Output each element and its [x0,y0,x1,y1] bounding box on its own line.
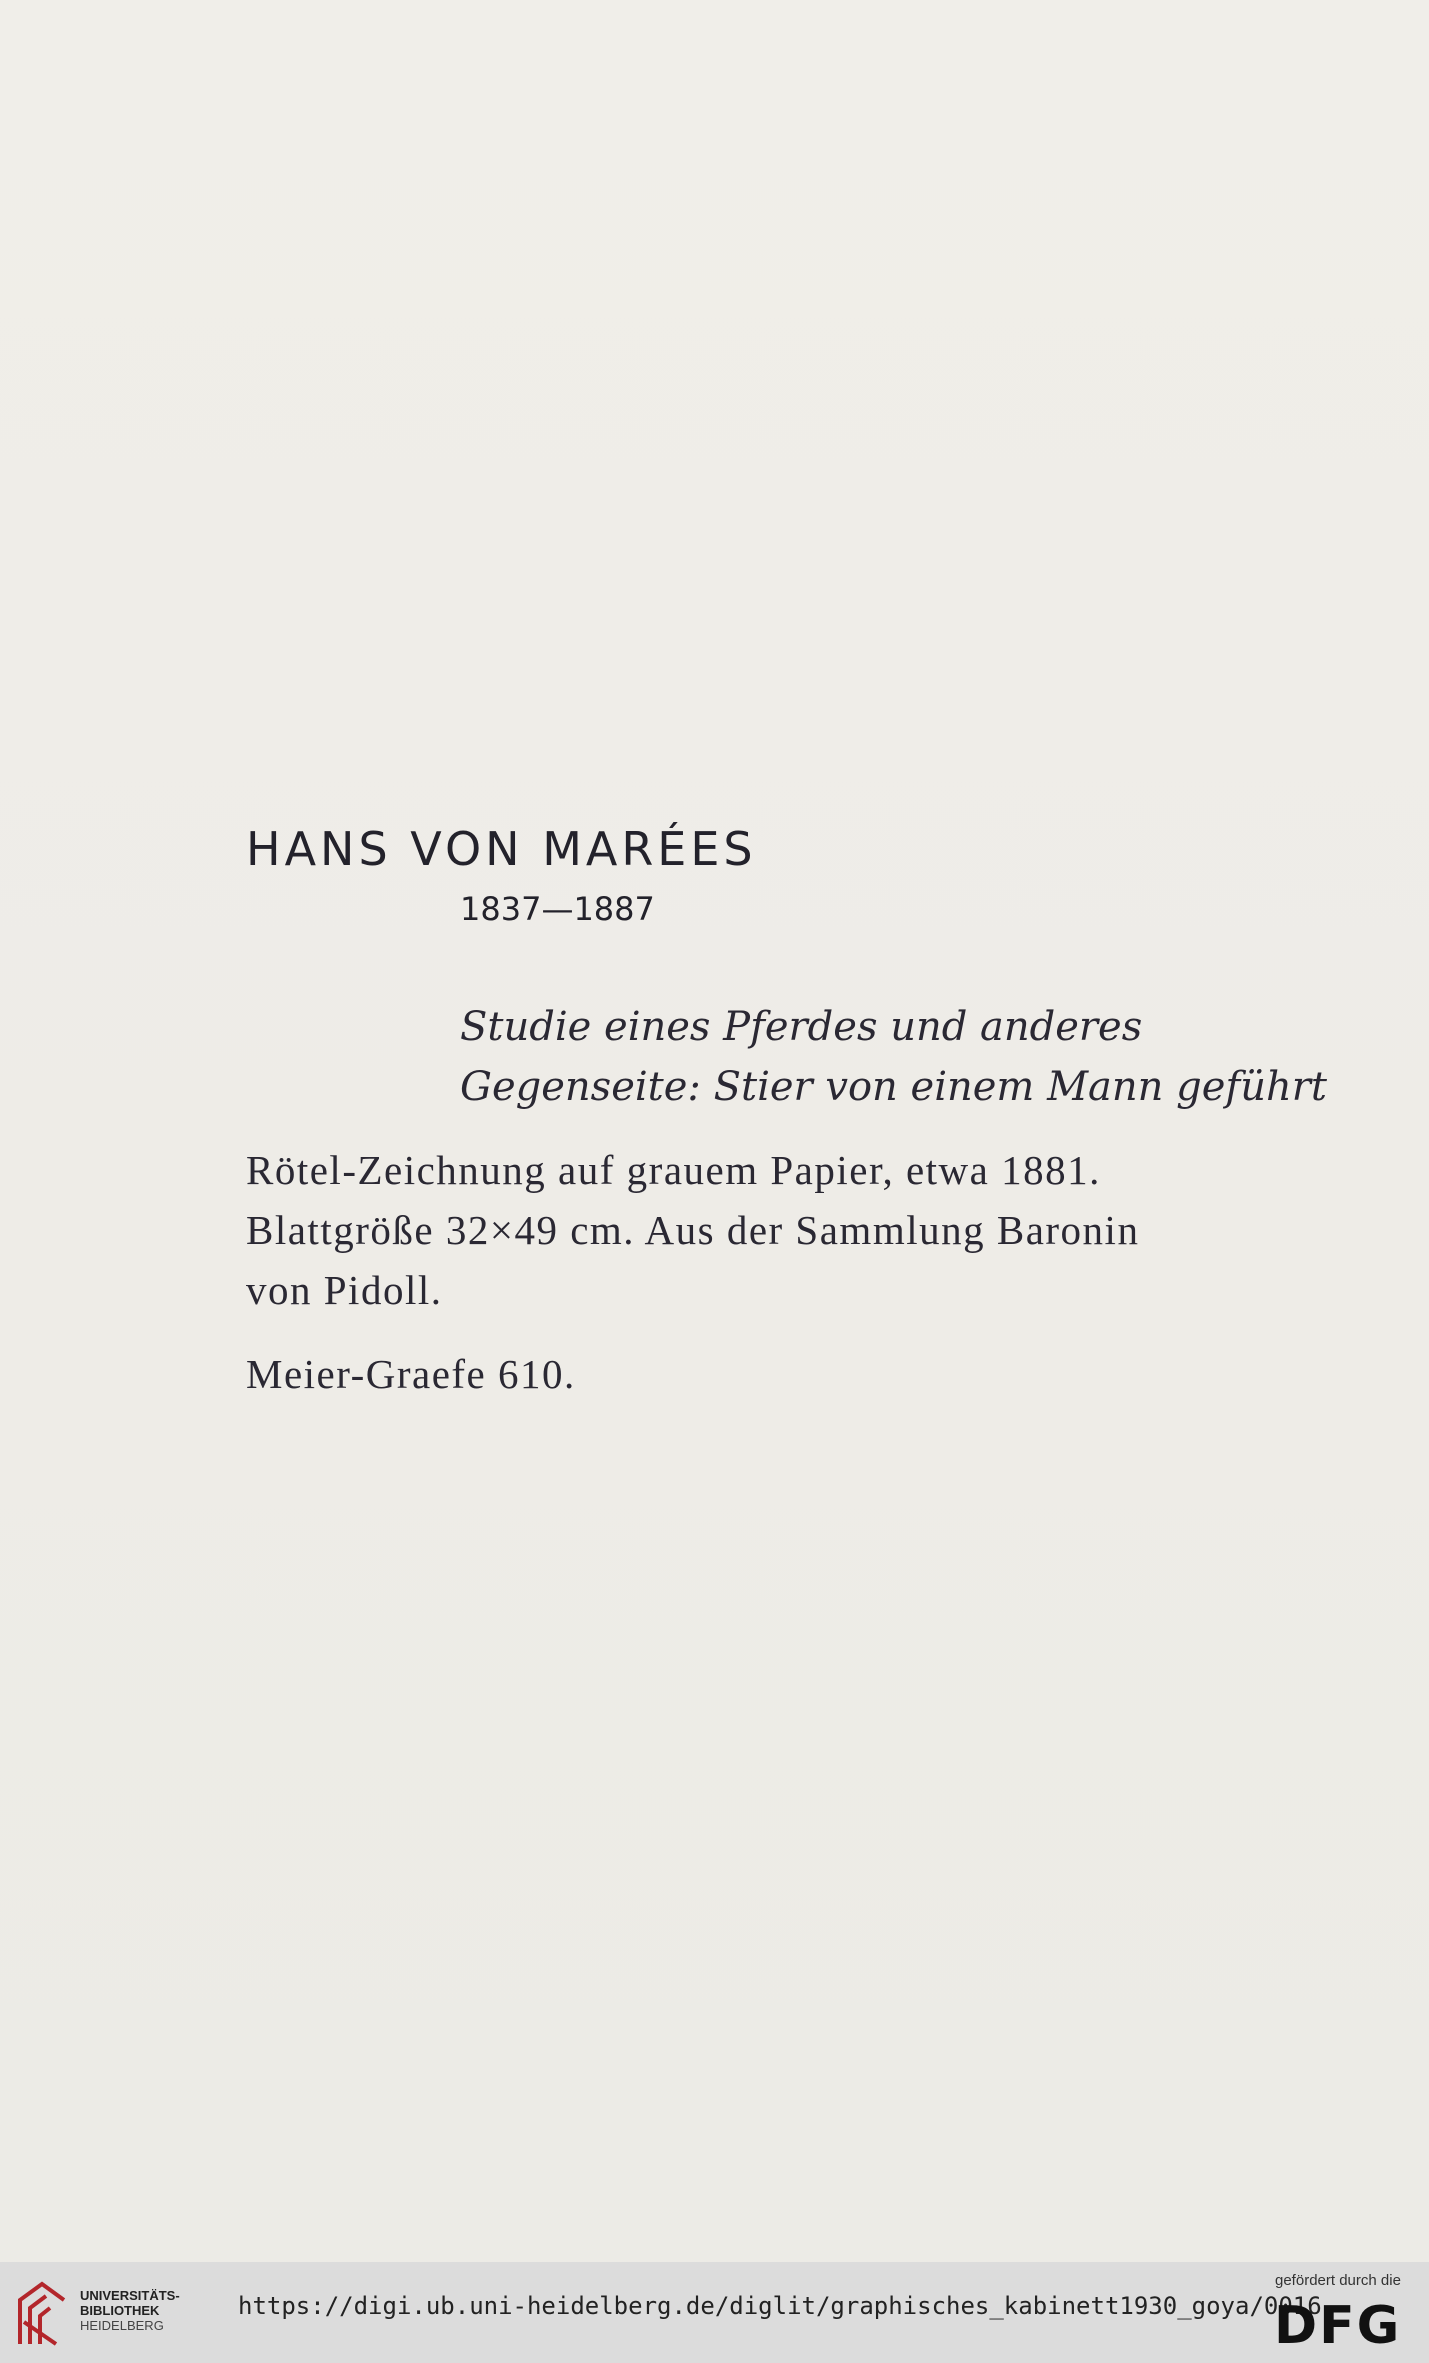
library-name-line: UNIVERSITÄTS- [80,2288,180,2303]
artist-name: HANS VON MARÉES [246,822,757,876]
dfg-logo: DFG [1274,2296,1402,2356]
artist-dates: 1837—1887 [460,890,655,928]
description-line: von Pidoll. [246,1267,443,1313]
work-title: Studie eines Pferdes und anderes [460,1004,1143,1050]
university-library-logo-icon [16,2278,68,2348]
description-line: Blattgröße 32×49 cm. Aus der Sammlung Baronin [246,1207,1140,1253]
footer-bar [0,2262,1429,2363]
funding-note: gefördert durch die [1275,2272,1401,2289]
description-line: Rötel-Zeichnung auf grauem Papier, etwa 1881. [246,1147,1101,1193]
library-name-line: BIBLIOTHEK [80,2303,160,2318]
work-reverse-title: Gegenseite: Stier von einem Mann geführt [460,1064,1327,1110]
library-name-line: HEIDELBERG [80,2318,164,2333]
library-name [80,2288,180,2333]
permalink-url[interactable]: https://digi.ub.uni-heidelberg.de/diglit/graphisches_kabinett1930_goya/0016 [238,2292,1322,2320]
catalogue-reference: Meier-Graefe 610. [246,1351,576,1397]
